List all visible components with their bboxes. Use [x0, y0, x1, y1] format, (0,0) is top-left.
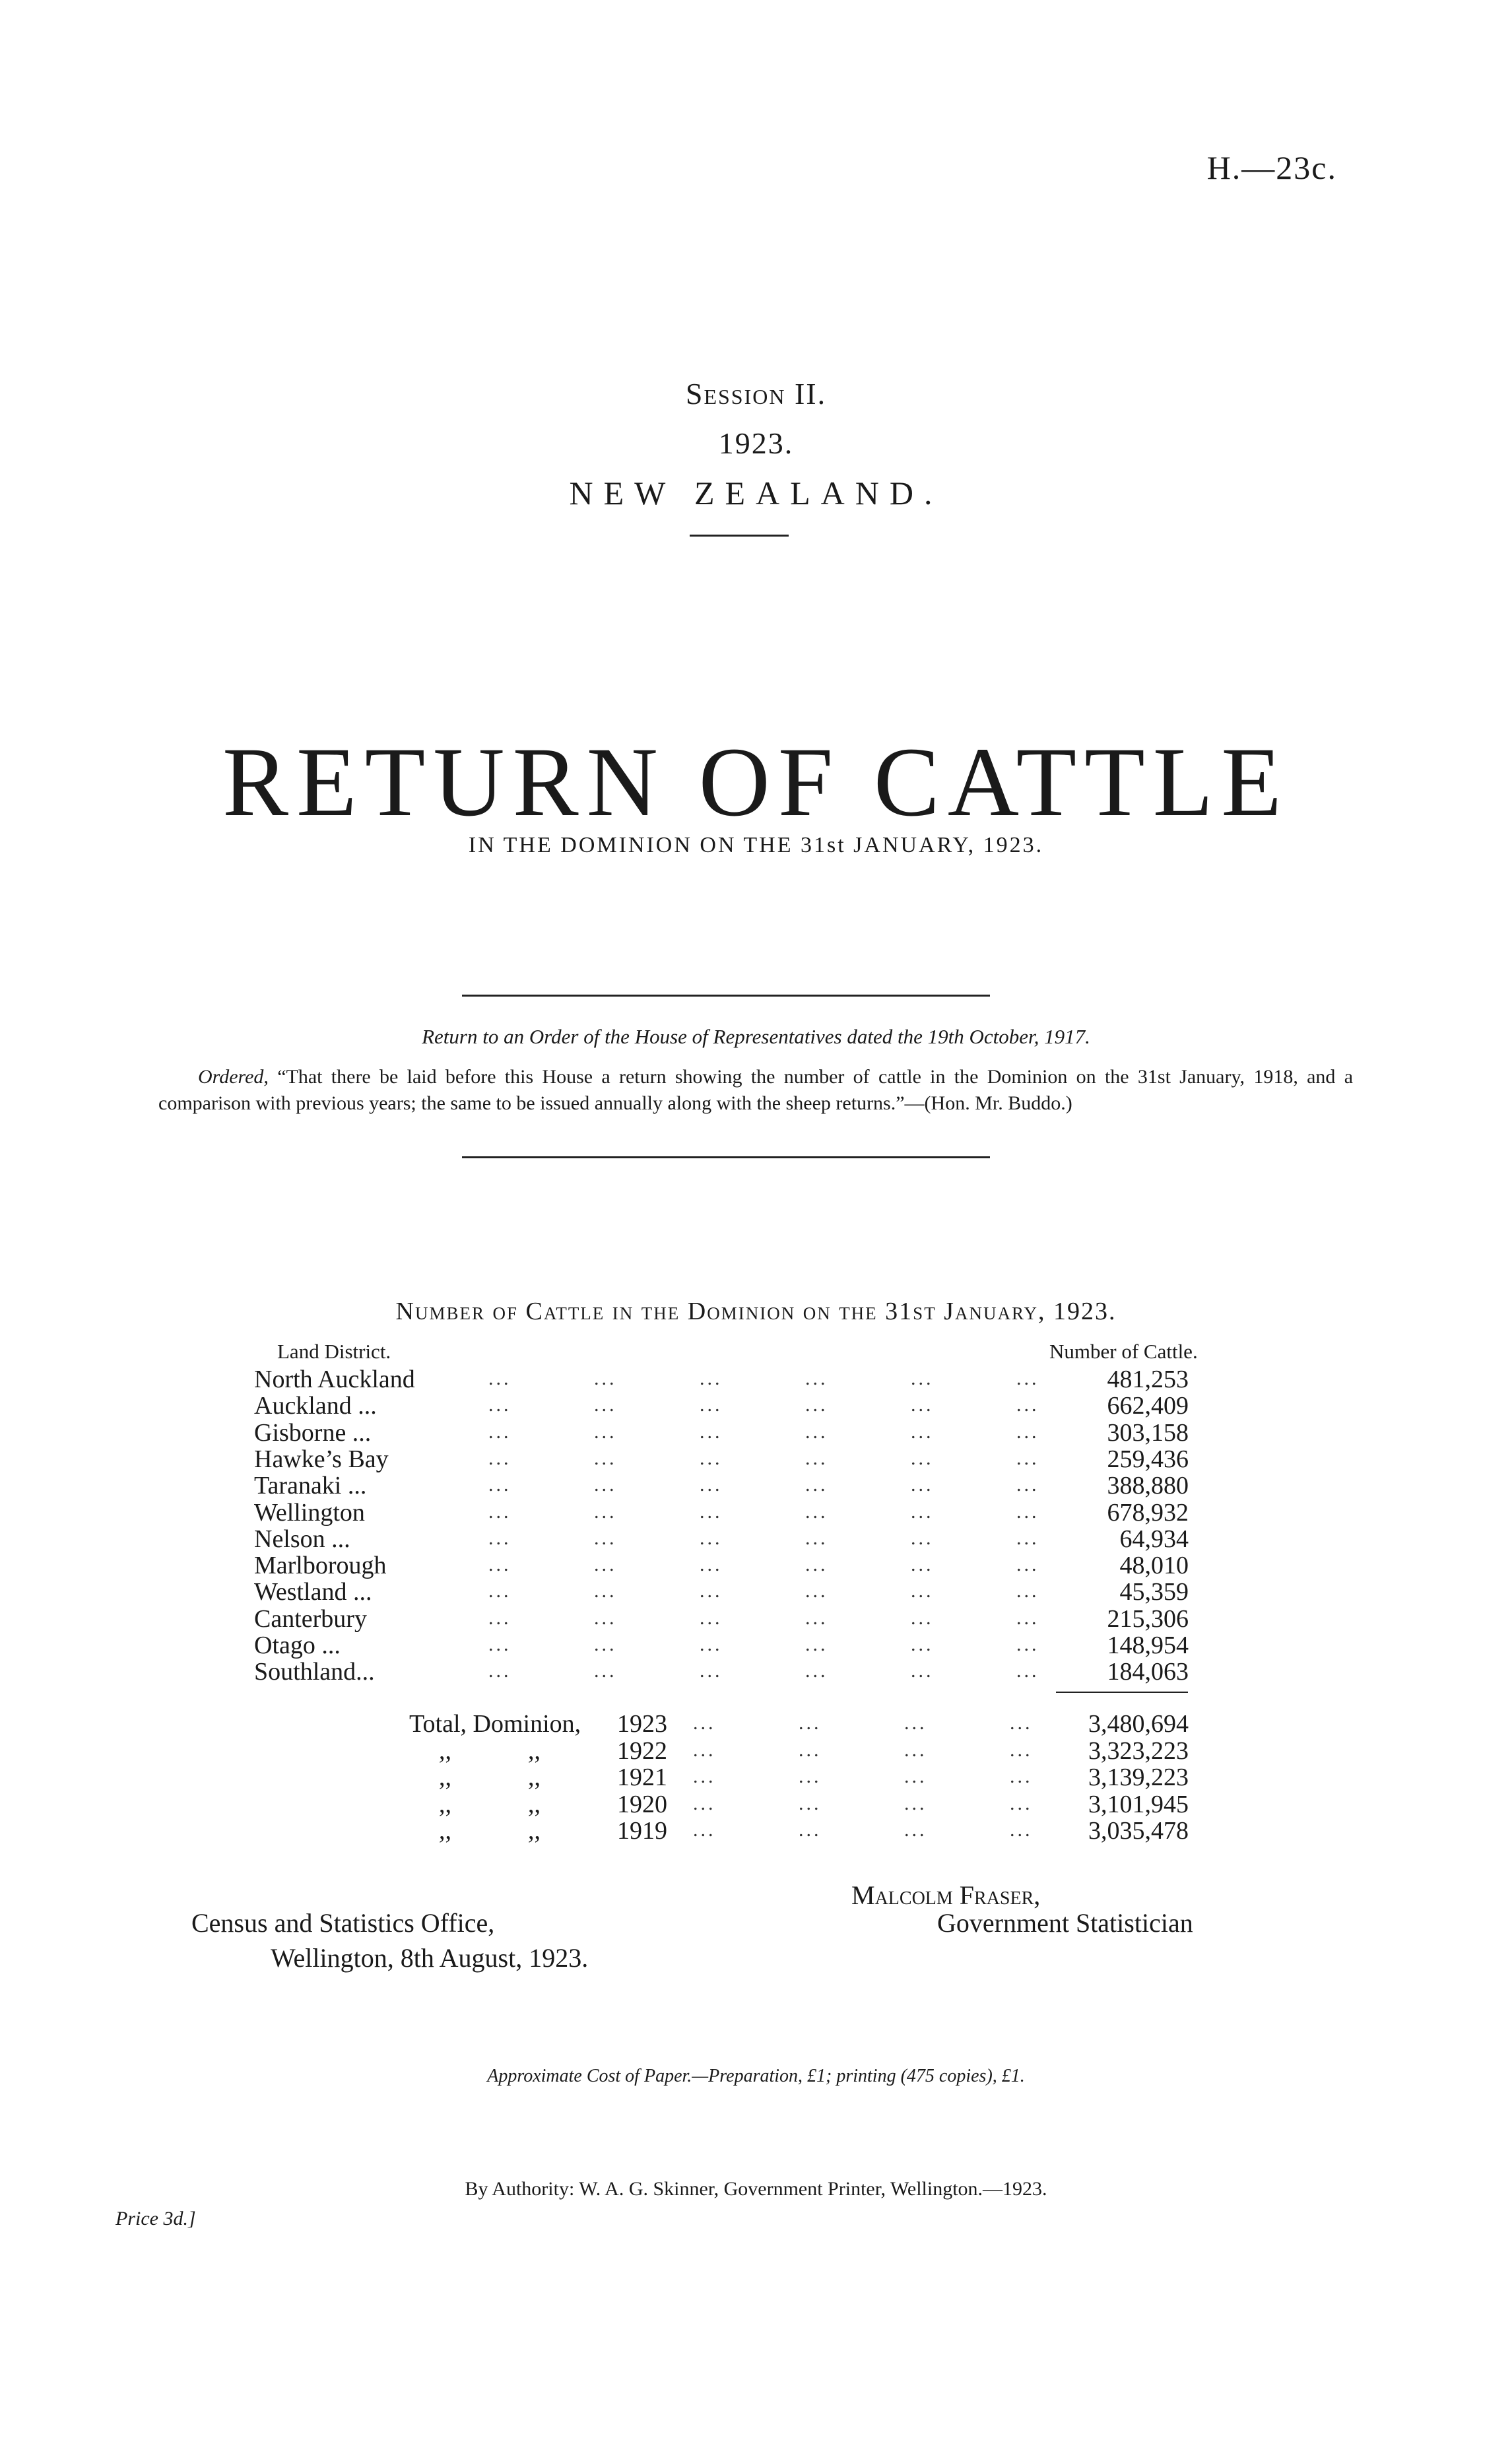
session-text: Session II.	[685, 377, 827, 411]
dot-leader: ...	[700, 1607, 723, 1629]
column-header-district: Land District.	[277, 1340, 391, 1363]
dot-leader: ...	[488, 1447, 511, 1469]
dot-leader: ...	[911, 1554, 934, 1575]
dot-leader: ...	[911, 1368, 934, 1389]
dot-leader: ...	[799, 1793, 822, 1814]
ordered-text: “That there be laid before this House a return showing the number of cattle in the Dominion on the 31st January, 1918, and a comparison with previous years; the same to be issued annually along with the sheep returns.”—(Hon. Mr. Buddo.)	[158, 1066, 1354, 1114]
dot-leader: ...	[700, 1501, 723, 1523]
dot-leader: ...	[1016, 1580, 1039, 1602]
session-heading	[0, 376, 1512, 411]
dot-leader: ...	[488, 1660, 511, 1682]
table-title-text: Number of Cattle in the Dominion on the 31st January, 1923.	[395, 1298, 1117, 1325]
office-name: Census and Statistics Office,	[191, 1908, 495, 1938]
dot-leader: ...	[700, 1527, 723, 1549]
divider-bottom	[462, 1156, 990, 1158]
ditto-mark: ,,	[528, 1791, 541, 1818]
cattle-count: 662,409	[1107, 1392, 1189, 1420]
document-subtitle: IN THE DOMINION ON THE 31st JANUARY, 1923.	[468, 833, 1044, 857]
dot-leader: ...	[693, 1793, 716, 1814]
dot-leader: ...	[488, 1607, 511, 1629]
dot-leader: ...	[594, 1580, 617, 1602]
dot-leader: ...	[911, 1527, 934, 1549]
dot-leader: ...	[594, 1474, 617, 1496]
dot-leader: ...	[805, 1447, 828, 1469]
ditto-mark: ,,	[439, 1737, 451, 1765]
dot-leader: ...	[700, 1394, 723, 1416]
dot-leader: ...	[911, 1580, 934, 1602]
cost-line	[0, 2066, 1512, 2087]
dot-leader: ...	[911, 1421, 934, 1443]
dot-leader: ...	[488, 1474, 511, 1496]
dot-leader: ...	[488, 1554, 511, 1575]
price-note: Price 3d.]	[115, 2208, 196, 2229]
signatory-name: Malcolm Fraser,	[851, 1880, 1041, 1910]
ditto-mark: ,,	[439, 1791, 451, 1818]
dot-leader: ...	[904, 1793, 927, 1814]
dot-leader: ...	[693, 1819, 716, 1841]
session-year: 1923.	[718, 426, 794, 460]
dot-leader: ...	[594, 1421, 617, 1443]
dot-leader: ...	[1010, 1765, 1033, 1787]
district-name: Otago ...	[254, 1632, 341, 1659]
district-name: Wellington	[254, 1499, 365, 1527]
dot-leader: ...	[805, 1421, 828, 1443]
district-name: Westland ...	[254, 1578, 372, 1606]
dot-leader: ...	[1016, 1660, 1039, 1682]
dot-leader: ...	[1016, 1633, 1039, 1655]
document-title: RETURN OF CATTLE	[222, 727, 1290, 837]
dot-leader: ...	[1016, 1394, 1039, 1416]
district-name: Taranaki ...	[254, 1472, 367, 1500]
ditto-mark: ,,	[439, 1817, 451, 1845]
dot-leader: ...	[700, 1368, 723, 1389]
dot-leader: ...	[1016, 1447, 1039, 1469]
district-name: Hawke’s Bay	[254, 1445, 389, 1473]
cattle-count: 184,063	[1107, 1658, 1189, 1686]
dot-leader: ...	[693, 1739, 716, 1761]
dot-leader: ...	[805, 1368, 828, 1389]
cattle-count: 215,306	[1107, 1605, 1189, 1633]
dot-leader: ...	[805, 1474, 828, 1496]
total-cattle-count: 3,323,223	[1088, 1737, 1189, 1765]
total-cattle-count: 3,139,223	[1088, 1764, 1189, 1791]
ordered-label: Ordered,	[198, 1066, 269, 1088]
dot-leader: ...	[904, 1739, 927, 1761]
cattle-count: 481,253	[1107, 1366, 1189, 1393]
dot-leader: ...	[700, 1580, 723, 1602]
dot-leader: ...	[700, 1554, 723, 1575]
dot-leader: ...	[805, 1527, 828, 1549]
dot-leader: ...	[488, 1368, 511, 1389]
total-cattle-count: 3,101,945	[1088, 1791, 1189, 1818]
totals-year: 1923	[617, 1710, 667, 1738]
cattle-count: 259,436	[1107, 1445, 1189, 1473]
dot-leader: ...	[805, 1501, 828, 1523]
dot-leader: ...	[904, 1765, 927, 1787]
dot-leader: ...	[693, 1765, 716, 1787]
dot-leader: ...	[594, 1501, 617, 1523]
cattle-count: 64,934	[1119, 1525, 1189, 1553]
dot-leader: ...	[904, 1819, 927, 1841]
ditto-mark: ,,	[528, 1737, 541, 1765]
dot-leader: ...	[594, 1394, 617, 1416]
dot-leader: ...	[911, 1474, 934, 1496]
dot-leader: ...	[1016, 1501, 1039, 1523]
total-rule	[1056, 1692, 1188, 1693]
short-divider	[690, 535, 789, 537]
dot-leader: ...	[911, 1394, 934, 1416]
dot-leader: ...	[594, 1447, 617, 1469]
dot-leader: ...	[799, 1819, 822, 1841]
district-name: Southland...	[254, 1658, 375, 1686]
signatory-role: Government Statistician	[937, 1908, 1193, 1938]
cattle-count: 388,880	[1107, 1472, 1189, 1500]
dot-leader: ...	[1016, 1421, 1039, 1443]
totals-year: 1921	[617, 1764, 667, 1791]
dot-leader: ...	[911, 1660, 934, 1682]
country-heading: NEW ZEALAND.	[569, 475, 943, 511]
dot-leader: ...	[805, 1660, 828, 1682]
dot-leader: ...	[911, 1607, 934, 1629]
district-name: Canterbury	[254, 1605, 367, 1633]
cattle-count: 303,158	[1107, 1419, 1189, 1447]
cost-text: Approximate Cost of Paper.—Preparation, £1; printing (475 copies), £1.	[487, 2066, 1025, 2086]
dot-leader: ...	[805, 1607, 828, 1629]
dot-leader: ...	[488, 1501, 511, 1523]
dot-leader: ...	[805, 1580, 828, 1602]
ordered-paragraph	[158, 1064, 1353, 1117]
dot-leader: ...	[594, 1554, 617, 1575]
dot-leader: ...	[700, 1447, 723, 1469]
cattle-count: 678,932	[1107, 1499, 1189, 1527]
dot-leader: ...	[1010, 1712, 1033, 1734]
district-name: Auckland ...	[254, 1392, 377, 1420]
dot-leader: ...	[799, 1739, 822, 1761]
dot-leader: ...	[594, 1660, 617, 1682]
totals-year: 1922	[617, 1737, 667, 1765]
cattle-count: 45,359	[1119, 1578, 1189, 1606]
dot-leader: ...	[1016, 1368, 1039, 1389]
divider-top	[462, 995, 990, 997]
ditto-mark: ,,	[528, 1817, 541, 1845]
dot-leader: ...	[693, 1712, 716, 1734]
order-line: Return to an Order of the House of Representatives dated the 19th October, 1917.	[422, 1025, 1090, 1048]
printer-authority: By Authority: W. A. G. Skinner, Government Printer, Wellington.—1923.	[465, 2178, 1047, 2200]
dot-leader: ...	[488, 1633, 511, 1655]
dot-leader: ...	[594, 1368, 617, 1389]
total-cattle-count: 3,480,694	[1088, 1710, 1189, 1738]
dot-leader: ...	[700, 1421, 723, 1443]
dot-leader: ...	[1016, 1554, 1039, 1575]
dot-leader: ...	[594, 1633, 617, 1655]
ditto-mark: ,,	[528, 1764, 541, 1791]
totals-year: 1920	[617, 1791, 667, 1818]
dot-leader: ...	[911, 1447, 934, 1469]
dot-leader: ...	[1010, 1819, 1033, 1841]
dot-leader: ...	[594, 1607, 617, 1629]
dot-leader: ...	[1016, 1474, 1039, 1496]
cattle-count: 48,010	[1119, 1552, 1189, 1579]
district-name: North Auckland	[254, 1366, 415, 1393]
dot-leader: ...	[799, 1765, 822, 1787]
dot-leader: ...	[1016, 1607, 1039, 1629]
dot-leader: ...	[488, 1394, 511, 1416]
dot-leader: ...	[799, 1712, 822, 1734]
district-name: Nelson ...	[254, 1525, 350, 1553]
dot-leader: ...	[700, 1633, 723, 1655]
cattle-count: 148,954	[1107, 1632, 1189, 1659]
column-header-number: Number of Cattle.	[1049, 1340, 1198, 1363]
dot-leader: ...	[904, 1712, 927, 1734]
dot-leader: ...	[911, 1501, 934, 1523]
dot-leader: ...	[805, 1554, 828, 1575]
dot-leader: ...	[700, 1660, 723, 1682]
dot-leader: ...	[700, 1474, 723, 1496]
totals-label: Total, Dominion,	[409, 1710, 581, 1738]
district-name: Marlborough	[254, 1552, 387, 1579]
dot-leader: ...	[805, 1394, 828, 1416]
office-place-date: Wellington, 8th August, 1923.	[271, 1943, 589, 1973]
table-title	[0, 1297, 1512, 1326]
document-reference: H.—23c.	[1206, 149, 1337, 186]
dot-leader: ...	[1016, 1527, 1039, 1549]
dot-leader: ...	[1010, 1739, 1033, 1761]
totals-year: 1919	[617, 1817, 667, 1845]
dot-leader: ...	[911, 1633, 934, 1655]
dot-leader: ...	[1010, 1793, 1033, 1814]
dot-leader: ...	[488, 1527, 511, 1549]
dot-leader: ...	[594, 1527, 617, 1549]
total-cattle-count: 3,035,478	[1088, 1817, 1189, 1845]
dot-leader: ...	[488, 1421, 511, 1443]
dot-leader: ...	[805, 1633, 828, 1655]
district-name: Gisborne ...	[254, 1419, 372, 1447]
ditto-mark: ,,	[439, 1764, 451, 1791]
dot-leader: ...	[488, 1580, 511, 1602]
